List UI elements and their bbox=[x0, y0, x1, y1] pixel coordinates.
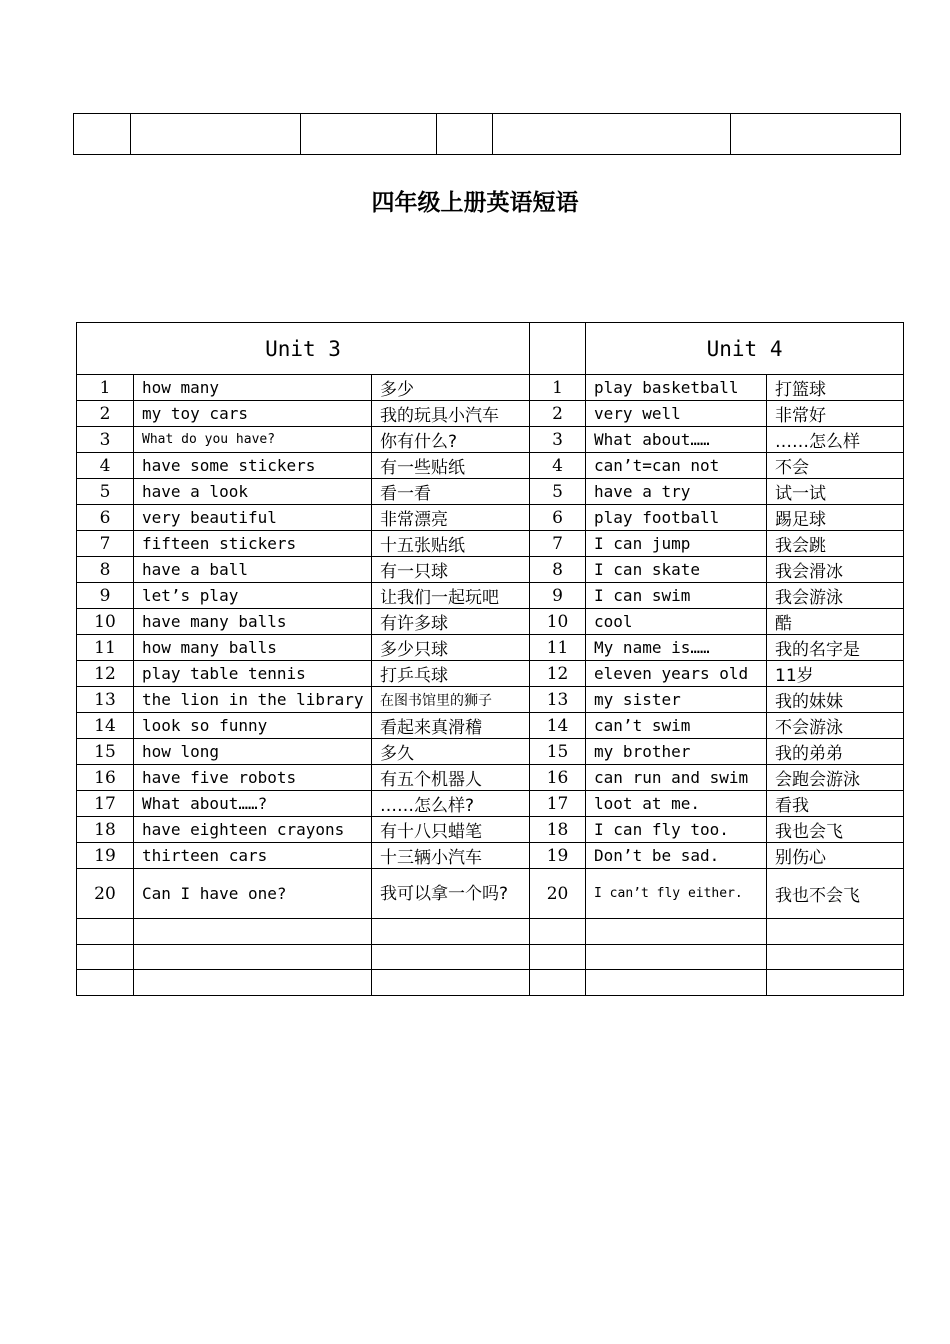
unit-4-translation: 会跑会游泳 bbox=[767, 765, 904, 791]
row-number: 19 bbox=[530, 843, 586, 869]
table-row bbox=[77, 583, 904, 609]
unit-4-phrase: eleven years old bbox=[586, 661, 767, 687]
empty-cell bbox=[74, 114, 131, 155]
unit-4-translation: 酷 bbox=[767, 609, 904, 635]
table-row bbox=[77, 817, 904, 843]
vocab-table bbox=[76, 322, 904, 996]
empty-cell bbox=[372, 970, 530, 996]
empty-row bbox=[74, 114, 901, 155]
empty-cell bbox=[301, 114, 437, 155]
unit-4-phrase: I can skate bbox=[586, 557, 767, 583]
unit-4-translation: 11岁 bbox=[767, 661, 904, 687]
unit-4-translation: 我的妹妹 bbox=[767, 687, 904, 713]
unit-4-translation: 我的名字是 bbox=[767, 635, 904, 661]
unit-4-translation: 我的弟弟 bbox=[767, 739, 904, 765]
unit-4-translation: 不会 bbox=[767, 453, 904, 479]
unit-3-phrase: how long bbox=[134, 739, 372, 765]
table-row bbox=[77, 557, 904, 583]
empty-cell bbox=[530, 323, 586, 375]
table-row bbox=[77, 375, 904, 401]
unit-3-phrase: have a ball bbox=[134, 557, 372, 583]
row-number: 16 bbox=[530, 765, 586, 791]
unit-3-translation: 多少 bbox=[372, 375, 530, 401]
unit-4-phrase: Don’t be sad. bbox=[586, 843, 767, 869]
row-number: 7 bbox=[77, 531, 134, 557]
row-number: 13 bbox=[77, 687, 134, 713]
unit-3-translation: 看起来真滑稽 bbox=[372, 713, 530, 739]
unit-3-phrase: What about……? bbox=[134, 791, 372, 817]
empty-cell bbox=[134, 970, 372, 996]
row-number: 11 bbox=[530, 635, 586, 661]
empty-cell bbox=[372, 919, 530, 945]
unit-4-translation: 我也会飞 bbox=[767, 817, 904, 843]
row-number: 9 bbox=[77, 583, 134, 609]
unit-3-phrase: have many balls bbox=[134, 609, 372, 635]
unit-3-phrase: play table tennis bbox=[134, 661, 372, 687]
unit-3-phrase: have a look bbox=[134, 479, 372, 505]
unit-3-translation: 有五个机器人 bbox=[372, 765, 530, 791]
unit-4-phrase: loot at me. bbox=[586, 791, 767, 817]
row-number: 4 bbox=[77, 453, 134, 479]
empty-cell bbox=[77, 944, 134, 970]
empty-row bbox=[77, 919, 904, 945]
table-row bbox=[77, 505, 904, 531]
row-number: 16 bbox=[77, 765, 134, 791]
empty-cell bbox=[767, 919, 904, 945]
table-row bbox=[77, 453, 904, 479]
unit-4-header: Unit 4 bbox=[586, 323, 904, 375]
unit-3-translation: 有一些贴纸 bbox=[372, 453, 530, 479]
row-number: 11 bbox=[77, 635, 134, 661]
empty-cell bbox=[77, 919, 134, 945]
unit-4-phrase: I can swim bbox=[586, 583, 767, 609]
row-number: 1 bbox=[530, 375, 586, 401]
unit-3-phrase: have some stickers bbox=[134, 453, 372, 479]
unit-3-phrase: look so funny bbox=[134, 713, 372, 739]
empty-cell bbox=[134, 919, 372, 945]
unit-4-phrase: What about…… bbox=[586, 427, 767, 453]
table-row bbox=[77, 531, 904, 557]
table-row bbox=[77, 765, 904, 791]
empty-cell bbox=[372, 944, 530, 970]
row-number: 10 bbox=[530, 609, 586, 635]
unit-3-header: Unit 3 bbox=[77, 323, 530, 375]
unit-4-phrase: can’t=can not bbox=[586, 453, 767, 479]
row-number: 13 bbox=[530, 687, 586, 713]
unit-4-translation: 我会游泳 bbox=[767, 583, 904, 609]
empty-cell bbox=[530, 919, 586, 945]
row-number: 6 bbox=[77, 505, 134, 531]
unit-4-translation: 试一试 bbox=[767, 479, 904, 505]
unit-3-translation: 看一看 bbox=[372, 479, 530, 505]
table-row bbox=[77, 635, 904, 661]
row-number: 8 bbox=[77, 557, 134, 583]
row-number: 6 bbox=[530, 505, 586, 531]
table-row bbox=[77, 479, 904, 505]
unit-4-phrase: cool bbox=[586, 609, 767, 635]
row-number: 14 bbox=[77, 713, 134, 739]
unit-3-phrase: What do you have? bbox=[134, 427, 372, 453]
unit-4-phrase: I can’t fly either. bbox=[586, 869, 767, 919]
unit-3-phrase: have five robots bbox=[134, 765, 372, 791]
table-row bbox=[77, 661, 904, 687]
unit-4-translation: 我会跳 bbox=[767, 531, 904, 557]
unit-4-translation: 我会滑冰 bbox=[767, 557, 904, 583]
unit-4-translation: 非常好 bbox=[767, 401, 904, 427]
empty-cell bbox=[437, 114, 493, 155]
unit-3-translation: 你有什么? bbox=[372, 427, 530, 453]
empty-cell bbox=[493, 114, 731, 155]
page-title: 四年级上册英语短语 bbox=[371, 190, 579, 216]
row-number: 10 bbox=[77, 609, 134, 635]
empty-row bbox=[77, 970, 904, 996]
table-row bbox=[77, 401, 904, 427]
table-row bbox=[77, 869, 904, 919]
unit-3-translation: 我的玩具小汽车 bbox=[372, 401, 530, 427]
unit-3-phrase: Can I have one? bbox=[134, 869, 372, 919]
row-number: 7 bbox=[530, 531, 586, 557]
unit-4-translation: 别伤心 bbox=[767, 843, 904, 869]
unit-3-phrase: how many balls bbox=[134, 635, 372, 661]
unit-4-phrase: very well bbox=[586, 401, 767, 427]
row-number: 18 bbox=[77, 817, 134, 843]
empty-cell bbox=[767, 970, 904, 996]
table-row bbox=[77, 687, 904, 713]
empty-cell bbox=[586, 970, 767, 996]
row-number: 15 bbox=[530, 739, 586, 765]
table-row bbox=[77, 427, 904, 453]
row-number: 15 bbox=[77, 739, 134, 765]
unit-4-phrase: have a try bbox=[586, 479, 767, 505]
unit-4-phrase: my sister bbox=[586, 687, 767, 713]
table-row bbox=[77, 791, 904, 817]
unit-3-phrase: fifteen stickers bbox=[134, 531, 372, 557]
unit-3-translation: 有十八只蜡笔 bbox=[372, 817, 530, 843]
empty-cell bbox=[530, 944, 586, 970]
unit-3-translation: 有许多球 bbox=[372, 609, 530, 635]
unit-3-translation: 十五张贴纸 bbox=[372, 531, 530, 557]
row-number: 2 bbox=[530, 401, 586, 427]
row-number: 5 bbox=[77, 479, 134, 505]
unit-4-phrase: I can fly too. bbox=[586, 817, 767, 843]
unit-4-phrase: play football bbox=[586, 505, 767, 531]
unit-4-phrase: play basketball bbox=[586, 375, 767, 401]
unit-3-phrase: let’s play bbox=[134, 583, 372, 609]
row-number: 3 bbox=[530, 427, 586, 453]
empty-cell bbox=[134, 944, 372, 970]
unit-4-translation: 看我 bbox=[767, 791, 904, 817]
row-number: 3 bbox=[77, 427, 134, 453]
row-number: 18 bbox=[530, 817, 586, 843]
unit-3-translation: 让我们一起玩吧 bbox=[372, 583, 530, 609]
unit-3-translation: 多久 bbox=[372, 739, 530, 765]
table-row bbox=[77, 739, 904, 765]
table-row bbox=[77, 843, 904, 869]
unit-3-translation: 在图书馆里的狮子 bbox=[372, 687, 530, 713]
unit-3-translation: 有一只球 bbox=[372, 557, 530, 583]
unit-4-phrase: I can jump bbox=[586, 531, 767, 557]
unit-3-phrase: thirteen cars bbox=[134, 843, 372, 869]
unit-4-translation: 打篮球 bbox=[767, 375, 904, 401]
row-number: 14 bbox=[530, 713, 586, 739]
row-number: 2 bbox=[77, 401, 134, 427]
table-row bbox=[77, 713, 904, 739]
empty-cell bbox=[731, 114, 901, 155]
unit-4-translation: 踢足球 bbox=[767, 505, 904, 531]
unit-3-translation: ……怎么样? bbox=[372, 791, 530, 817]
table-row bbox=[77, 609, 904, 635]
row-number: 12 bbox=[530, 661, 586, 687]
row-number: 4 bbox=[530, 453, 586, 479]
empty-cell bbox=[530, 970, 586, 996]
unit-3-translation: 我可以拿一个吗? bbox=[372, 869, 530, 919]
row-number: 20 bbox=[530, 869, 586, 919]
empty-cell bbox=[586, 944, 767, 970]
empty-cell bbox=[767, 944, 904, 970]
unit-4-translation: 我也不会飞 bbox=[767, 869, 904, 919]
row-number: 12 bbox=[77, 661, 134, 687]
unit-3-translation: 十三辆小汽车 bbox=[372, 843, 530, 869]
row-number: 9 bbox=[530, 583, 586, 609]
unit-4-phrase: My name is…… bbox=[586, 635, 767, 661]
unit-3-translation: 非常漂亮 bbox=[372, 505, 530, 531]
unit-3-phrase: how many bbox=[134, 375, 372, 401]
empty-cell bbox=[77, 970, 134, 996]
unit-header-row bbox=[77, 323, 904, 375]
row-number: 19 bbox=[77, 843, 134, 869]
unit-4-phrase: can’t swim bbox=[586, 713, 767, 739]
row-number: 17 bbox=[530, 791, 586, 817]
unit-3-phrase: have eighteen crayons bbox=[134, 817, 372, 843]
vocab-body bbox=[77, 375, 904, 996]
unit-4-phrase: my brother bbox=[586, 739, 767, 765]
unit-4-translation: ……怎么样 bbox=[767, 427, 904, 453]
row-number: 20 bbox=[77, 869, 134, 919]
empty-cell bbox=[586, 919, 767, 945]
row-number: 5 bbox=[530, 479, 586, 505]
unit-3-phrase: the lion in the library bbox=[134, 687, 372, 713]
unit-3-phrase: my toy cars bbox=[134, 401, 372, 427]
unit-3-translation: 多少只球 bbox=[372, 635, 530, 661]
unit-3-phrase: very beautiful bbox=[134, 505, 372, 531]
row-number: 17 bbox=[77, 791, 134, 817]
top-table-fragment bbox=[73, 113, 901, 155]
row-number: 1 bbox=[77, 375, 134, 401]
unit-4-translation: 不会游泳 bbox=[767, 713, 904, 739]
unit-3-translation: 打乒乓球 bbox=[372, 661, 530, 687]
row-number: 8 bbox=[530, 557, 586, 583]
unit-4-phrase: can run and swim bbox=[586, 765, 767, 791]
empty-row bbox=[77, 944, 904, 970]
empty-cell bbox=[131, 114, 301, 155]
